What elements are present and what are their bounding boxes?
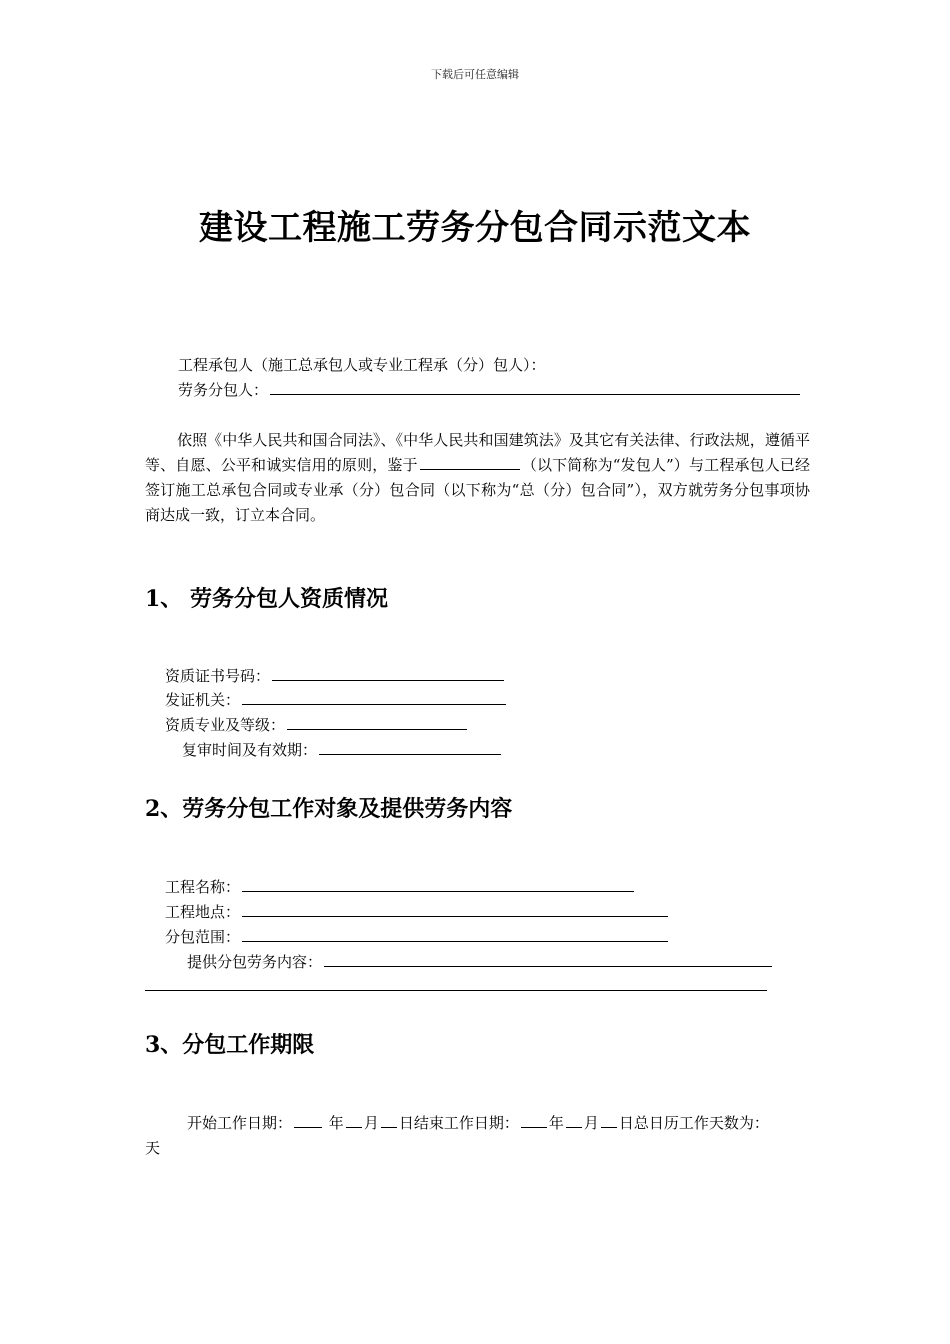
section1-heading: 1、 劳务分包人资质情况 <box>145 586 388 612</box>
intro-text-2: （以下简称为“发包人”）与工程承包人已经签订施工总承包合同或专业承（分）包合同（以下称为“总（分）包合同”），双方就劳务分包事项协商达成一致，订立本合同。 <box>145 456 810 524</box>
section2-field-row <box>187 952 774 972</box>
review-validity-label: 复审时间及有效期： <box>182 741 318 759</box>
qualification-cert-label: 资质证书号码： <box>165 667 271 685</box>
contractor-line <box>178 355 546 375</box>
issuing-authority-label: 发证机关： <box>165 691 241 709</box>
labor-content-blank[interactable] <box>324 952 772 967</box>
subcontractor-blank[interactable] <box>270 380 800 395</box>
labor-content-continuation-line[interactable] <box>145 990 767 991</box>
section2-field-row <box>165 927 670 947</box>
end-date-label: 日结束工作日期： <box>398 1114 519 1132</box>
labor-content-label: 提供分包劳务内容： <box>187 953 323 971</box>
end-month-blank[interactable] <box>566 1113 582 1128</box>
issuing-authority-blank[interactable] <box>242 690 506 705</box>
end-year-unit: 年 <box>548 1114 564 1132</box>
section2-heading: 2、劳务分包工作对象及提供劳务内容 <box>145 796 513 822</box>
intro-text-1: 依照《中华人民共和国合同法》、《中华人民共和国建筑法》及其它有关法律、行政法规，遵循平等、自愿、公平和诚实信用的原则，鉴于 <box>145 431 810 474</box>
days-unit: 天 <box>145 1139 161 1157</box>
section2-field-row <box>165 902 670 922</box>
employer-blank[interactable] <box>420 455 520 470</box>
subcontractor-line <box>178 380 802 400</box>
start-day-blank[interactable] <box>381 1113 397 1128</box>
document-title: 建设工程施工劳务分包合同示范文本 <box>199 208 751 248</box>
section2-field-row <box>165 877 636 897</box>
subcontract-scope-label: 分包范围： <box>165 928 241 946</box>
header-note: 下载后可任意编辑 <box>431 68 519 81</box>
project-location-blank[interactable] <box>242 902 668 917</box>
total-days-label: 日总日历工作天数为： <box>618 1114 769 1132</box>
section1-field-row <box>165 666 506 686</box>
end-day-blank[interactable] <box>601 1113 617 1128</box>
review-validity-blank[interactable] <box>319 740 501 755</box>
section1-field-row <box>165 690 508 710</box>
section1-field-row <box>165 715 469 735</box>
end-year-blank[interactable] <box>521 1113 547 1128</box>
days-unit-line <box>145 1138 160 1158</box>
start-year-unit: 年 <box>328 1114 344 1132</box>
start-year-blank[interactable] <box>294 1113 322 1128</box>
contractor-label: 工程承包人（施工总承包人或专业工程承（分）包人）： <box>178 356 546 374</box>
intro-paragraph <box>145 428 810 528</box>
project-name-blank[interactable] <box>242 877 634 892</box>
work-period-line <box>187 1113 769 1133</box>
qualification-grade-blank[interactable] <box>287 715 467 730</box>
project-location-label: 工程地点： <box>165 903 241 921</box>
end-month-unit: 月 <box>583 1114 599 1132</box>
subcontractor-label: 劳务分包人： <box>178 381 269 399</box>
start-month-blank[interactable] <box>346 1113 362 1128</box>
section1-field-row <box>182 740 503 760</box>
section3-heading: 3、分包工作期限 <box>145 1032 315 1058</box>
subcontract-scope-blank[interactable] <box>242 927 668 942</box>
project-name-label: 工程名称： <box>165 878 241 896</box>
start-date-label: 开始工作日期： <box>187 1114 293 1132</box>
qualification-cert-blank[interactable] <box>272 666 504 681</box>
qualification-grade-label: 资质专业及等级： <box>165 716 286 734</box>
start-month-unit: 月 <box>363 1114 379 1132</box>
